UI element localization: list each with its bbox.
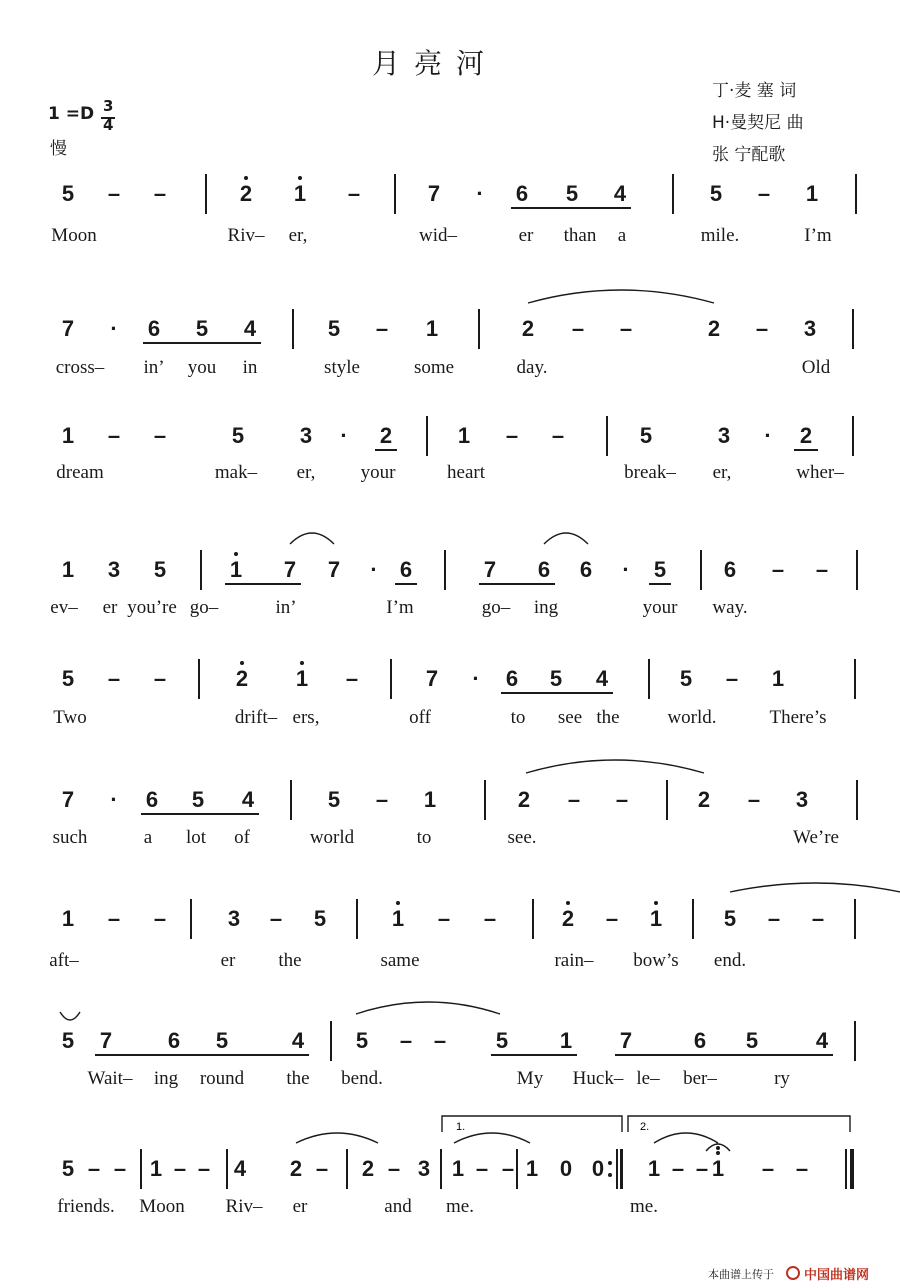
lyric-syllable: dream — [56, 462, 104, 483]
time-signature-top: 3 — [103, 97, 114, 115]
jianpu-note: 1 — [457, 423, 471, 448]
dash-note: – — [755, 316, 769, 341]
jianpu-note: 1 — [805, 181, 819, 206]
lyric-syllable: to — [510, 707, 526, 728]
lyric-syllable: your — [642, 597, 678, 618]
lyric-syllable: the — [286, 1068, 310, 1089]
lyric-syllable: cross– — [55, 357, 105, 378]
lyric-syllable: I’m — [386, 597, 414, 618]
jianpu-note: 5 — [327, 787, 341, 812]
tie-slur — [296, 1133, 378, 1143]
jianpu-note: 5 — [61, 181, 75, 206]
lyric-syllable: mak– — [214, 462, 258, 483]
jianpu-note: 7 — [61, 316, 75, 341]
tie-slur — [526, 760, 704, 773]
jianpu-note: 6 — [693, 1028, 707, 1053]
dash-note: – — [315, 1156, 329, 1181]
jianpu-note: 3 — [107, 557, 121, 582]
jianpu-note: 5 — [61, 1156, 75, 1181]
jianpu-note: 1 — [425, 316, 439, 341]
lyric-syllable: some — [413, 357, 455, 378]
lyric-syllable: go– — [481, 597, 511, 618]
dash-note: – — [795, 1156, 809, 1181]
second-ending-label: 2. — [640, 1121, 650, 1133]
jianpu-note: 5 — [231, 423, 245, 448]
composer-credit: H·曼契尼 曲 — [712, 113, 804, 133]
footer-text: 本曲谱上传于 — [708, 1268, 774, 1281]
lyric-syllable: to — [416, 827, 432, 848]
lyric-syllable: go– — [189, 597, 219, 618]
lyric-syllable: There’s — [769, 707, 827, 728]
jianpu-note: 4 — [233, 1156, 247, 1181]
jianpu-note: 1 — [525, 1156, 539, 1181]
lyric-syllable: you’re — [127, 597, 177, 618]
lyric-syllable: the — [596, 707, 620, 728]
lyric-syllable: a — [143, 827, 153, 848]
second-ending-bracket — [628, 1116, 850, 1132]
jianpu-note: 5 — [355, 1028, 369, 1053]
jianpu-note: 5 — [61, 1028, 75, 1053]
jianpu-note: 7 — [61, 787, 75, 812]
lyric-syllable: drift– — [234, 707, 278, 728]
jianpu-note: 1 — [149, 1156, 163, 1181]
jianpu-note: 2 — [697, 787, 711, 812]
tie-slur — [730, 883, 900, 892]
jianpu-note: 1 — [391, 906, 405, 931]
jianpu-note: 2 — [235, 666, 249, 691]
dash-note: – — [483, 906, 497, 931]
jianpu-note: 1 — [61, 423, 75, 448]
dash-note: – — [107, 423, 121, 448]
dash-note: – — [375, 787, 389, 812]
jianpu-note: 6 — [399, 557, 413, 582]
lyric-syllable: heart — [447, 462, 485, 483]
dash-note: – — [375, 316, 389, 341]
dotted-rhythm: · — [476, 181, 484, 206]
dash-note: – — [747, 787, 761, 812]
jianpu-note: 1 — [451, 1156, 465, 1181]
jianpu-note: 1 — [61, 906, 75, 931]
dash-note: – — [619, 316, 633, 341]
dash-note: – — [113, 1156, 127, 1181]
lyric-syllable: aft– — [49, 950, 79, 971]
lyric-syllable: ev– — [50, 597, 78, 618]
jianpu-note: 7 — [99, 1028, 113, 1053]
dash-note: – — [815, 557, 829, 582]
first-ending-label: 1. — [456, 1121, 466, 1133]
lyric-syllable: of — [234, 827, 250, 848]
jianpu-note: 5 — [549, 666, 563, 691]
tie-slur — [544, 533, 588, 544]
lyric-syllable: er, — [712, 462, 732, 483]
lyric-syllable: ing — [533, 597, 559, 618]
dash-note: – — [153, 423, 167, 448]
jianpu-note: 5 — [745, 1028, 759, 1053]
site-name: 中国曲谱网 — [804, 1268, 870, 1283]
dash-note: – — [695, 1156, 709, 1181]
dash-note: – — [671, 1156, 685, 1181]
lyric-syllable: er — [518, 225, 534, 246]
dash-note: – — [551, 423, 565, 448]
jianpu-note: 3 — [717, 423, 731, 448]
lyric-syllable: ers, — [292, 707, 320, 728]
tie-slur — [290, 533, 334, 544]
jianpu-note: 4 — [241, 787, 255, 812]
dash-note: – — [771, 557, 785, 582]
lyric-syllable: bow’s — [633, 950, 679, 971]
dash-note: – — [197, 1156, 211, 1181]
dash-note: – — [811, 906, 825, 931]
jianpu-note: 5 — [679, 666, 693, 691]
jianpu-note: 1 — [647, 1156, 661, 1181]
jianpu-note: 7 — [427, 181, 441, 206]
jianpu-note: 5 — [495, 1028, 509, 1053]
dotted-rhythm: · — [110, 316, 118, 341]
dash-note: – — [153, 666, 167, 691]
lyric-syllable: ing — [153, 1068, 179, 1089]
lyric-syllable: Huck– — [572, 1068, 624, 1089]
tie-slur — [528, 290, 714, 303]
jianpu-note: 2 — [361, 1156, 375, 1181]
dash-note: – — [761, 1156, 775, 1181]
jianpu-note: 5 — [565, 181, 579, 206]
first-ending-bracket — [442, 1116, 622, 1132]
jianpu-note: 2 — [799, 423, 813, 448]
dash-note: – — [767, 906, 781, 931]
dash-note: – — [345, 666, 359, 691]
jianpu-note: 4 — [291, 1028, 305, 1053]
jianpu-note: 4 — [613, 181, 627, 206]
lyricist-credit: 丁·麦 塞 词 — [712, 81, 797, 101]
jianpu-note: 7 — [425, 666, 439, 691]
lyric-syllable: in — [242, 357, 258, 378]
lyric-syllable: er, — [296, 462, 316, 483]
jianpu-note: 4 — [243, 316, 257, 341]
jianpu-note: 5 — [195, 316, 209, 341]
lyric-syllable: er — [102, 597, 118, 618]
jianpu-note: 6 — [145, 787, 159, 812]
dash-note: – — [725, 666, 739, 691]
jianpu-note: 2 — [379, 423, 393, 448]
dash-note: – — [387, 1156, 401, 1181]
lyric-syllable: Wait– — [87, 1068, 133, 1089]
lyric-syllable: friends. — [57, 1196, 115, 1217]
jianpu-note: 6 — [505, 666, 519, 691]
jianpu-note: 1 — [295, 666, 309, 691]
song-title: 月亮河 — [372, 47, 499, 80]
jianpu-note: 3 — [417, 1156, 431, 1181]
lyric-syllable: than — [563, 225, 597, 246]
jianpu-note: 0 — [591, 1156, 605, 1181]
lyric-syllable: your — [360, 462, 396, 483]
jianpu-note: 1 — [229, 557, 243, 582]
jianpu-note: 6 — [723, 557, 737, 582]
lyric-syllable: me. — [630, 1196, 658, 1217]
lyric-syllable: lot — [185, 827, 207, 848]
lyric-syllable: Moon — [139, 1196, 185, 1217]
jianpu-note: 5 — [653, 557, 667, 582]
lyric-syllable: er — [220, 950, 236, 971]
jianpu-note: 6 — [515, 181, 529, 206]
dash-note: – — [87, 1156, 101, 1181]
lyric-syllable: er — [292, 1196, 308, 1217]
dash-note: – — [107, 906, 121, 931]
lyric-syllable: way. — [712, 597, 748, 618]
lyric-syllable: ry — [774, 1068, 790, 1089]
dash-note: – — [107, 666, 121, 691]
jianpu-note: 1 — [711, 1156, 725, 1181]
jianpu-note: 5 — [313, 906, 327, 931]
dash-note: – — [153, 181, 167, 206]
lyric-syllable: world — [309, 827, 355, 848]
lyric-syllable: day. — [516, 357, 548, 378]
lyric-syllable: mile. — [700, 225, 740, 246]
dash-note: – — [571, 316, 585, 341]
jianpu-note: 1 — [771, 666, 785, 691]
jianpu-note: 7 — [619, 1028, 633, 1053]
dash-note: – — [107, 181, 121, 206]
lyric-syllable: wher– — [796, 462, 844, 483]
arranger-credit: 张 宁配歌 — [712, 145, 786, 165]
dotted-rhythm: · — [764, 423, 772, 448]
lyric-syllable: wid– — [419, 225, 457, 246]
jianpu-note: 2 — [289, 1156, 303, 1181]
lyric-syllable: le– — [636, 1068, 660, 1089]
dash-note: – — [173, 1156, 187, 1181]
dash-note: – — [347, 181, 361, 206]
jianpu-note: 1 — [559, 1028, 573, 1053]
lyric-syllable: style — [324, 357, 360, 378]
jianpu-note: 2 — [239, 181, 253, 206]
key-signature: 1 =D — [48, 104, 95, 124]
jianpu-note: 4 — [595, 666, 609, 691]
fermata-dot — [716, 1146, 720, 1150]
lyric-syllable: me. — [446, 1196, 474, 1217]
dotted-rhythm: · — [472, 666, 480, 691]
jianpu-note: 7 — [327, 557, 341, 582]
dotted-rhythm: · — [370, 557, 378, 582]
jianpu-note: 1 — [423, 787, 437, 812]
dash-note: – — [433, 1028, 447, 1053]
lyric-syllable: end. — [713, 950, 747, 971]
dash-note: – — [437, 906, 451, 931]
jianpu-note: 5 — [191, 787, 205, 812]
jianpu-note: 5 — [61, 666, 75, 691]
jianpu-note: 2 — [521, 316, 535, 341]
jianpu-note: 3 — [299, 423, 313, 448]
lyric-syllable: ber– — [683, 1068, 717, 1089]
lyric-syllable: world. — [667, 707, 717, 728]
dash-note: – — [475, 1156, 489, 1181]
lyric-syllable: I’m — [804, 225, 832, 246]
dash-note: – — [153, 906, 167, 931]
lyric-syllable: such — [52, 827, 88, 848]
lyric-syllable: We’re — [793, 827, 839, 848]
lyric-syllable: My — [516, 1068, 544, 1089]
lyric-syllable: Moon — [51, 225, 97, 246]
jianpu-note: 6 — [167, 1028, 181, 1053]
tie-slur — [454, 1133, 530, 1143]
dash-note: – — [567, 787, 581, 812]
dotted-rhythm: · — [622, 557, 630, 582]
jianpu-note: 1 — [293, 181, 307, 206]
jianpu-note: 0 — [559, 1156, 573, 1181]
jianpu-note: 5 — [215, 1028, 229, 1053]
jianpu-note: 4 — [815, 1028, 829, 1053]
jianpu-note: 5 — [327, 316, 341, 341]
lyric-syllable: Two — [53, 707, 87, 728]
lyric-syllable: the — [278, 950, 302, 971]
dash-note: – — [269, 906, 283, 931]
lyric-syllable: Old — [801, 357, 831, 378]
lyric-syllable: in’ — [275, 597, 297, 618]
lyric-syllable: Riv– — [225, 1196, 263, 1217]
dash-note: – — [501, 1156, 515, 1181]
lyric-syllable: same — [380, 950, 420, 971]
lyric-syllable: see. — [507, 827, 537, 848]
lyric-syllable: bend. — [341, 1068, 383, 1089]
lyric-syllable: you — [187, 357, 217, 378]
jianpu-note: 2 — [517, 787, 531, 812]
lyric-syllable: rain– — [554, 950, 594, 971]
jianpu-note: 5 — [723, 906, 737, 931]
tie-slur — [60, 1012, 80, 1020]
lyric-syllable: er, — [288, 225, 308, 246]
jianpu-note: 3 — [227, 906, 241, 931]
dash-note: – — [605, 906, 619, 931]
jianpu-note: 3 — [795, 787, 809, 812]
jianpu-note: 7 — [483, 557, 497, 582]
time-signature-bottom: 4 — [103, 116, 114, 134]
jianpu-note: 1 — [649, 906, 663, 931]
jianpu-note: 3 — [803, 316, 817, 341]
jianpu-note: 5 — [639, 423, 653, 448]
dotted-rhythm: · — [340, 423, 348, 448]
jianpu-note: 6 — [579, 557, 593, 582]
lyric-syllable: see — [557, 707, 583, 728]
jianpu-note: 6 — [537, 557, 551, 582]
jianpu-note: 6 — [147, 316, 161, 341]
tempo-marking: 慢 — [50, 139, 67, 159]
dash-note: – — [399, 1028, 413, 1053]
jianpu-note: 2 — [561, 906, 575, 931]
lyric-syllable: a — [617, 225, 627, 246]
jianpu-note: 2 — [707, 316, 721, 341]
dash-note: – — [505, 423, 519, 448]
tie-slur — [654, 1133, 718, 1143]
dash-note: – — [615, 787, 629, 812]
jianpu-note: 5 — [153, 557, 167, 582]
tie-slur — [356, 1002, 500, 1014]
dash-note: – — [757, 181, 771, 206]
lyric-syllable: and — [384, 1196, 412, 1217]
jianpu-note: 1 — [61, 557, 75, 582]
dotted-rhythm: · — [110, 787, 118, 812]
lyric-syllable: off — [409, 707, 431, 728]
lyric-syllable: Riv– — [227, 225, 265, 246]
site-logo-icon — [786, 1266, 800, 1280]
lyric-syllable: break– — [624, 462, 676, 483]
lyric-syllable: round — [199, 1068, 245, 1089]
jianpu-note: 5 — [709, 181, 723, 206]
jianpu-note: 7 — [283, 557, 297, 582]
lyric-syllable: in’ — [143, 357, 165, 378]
